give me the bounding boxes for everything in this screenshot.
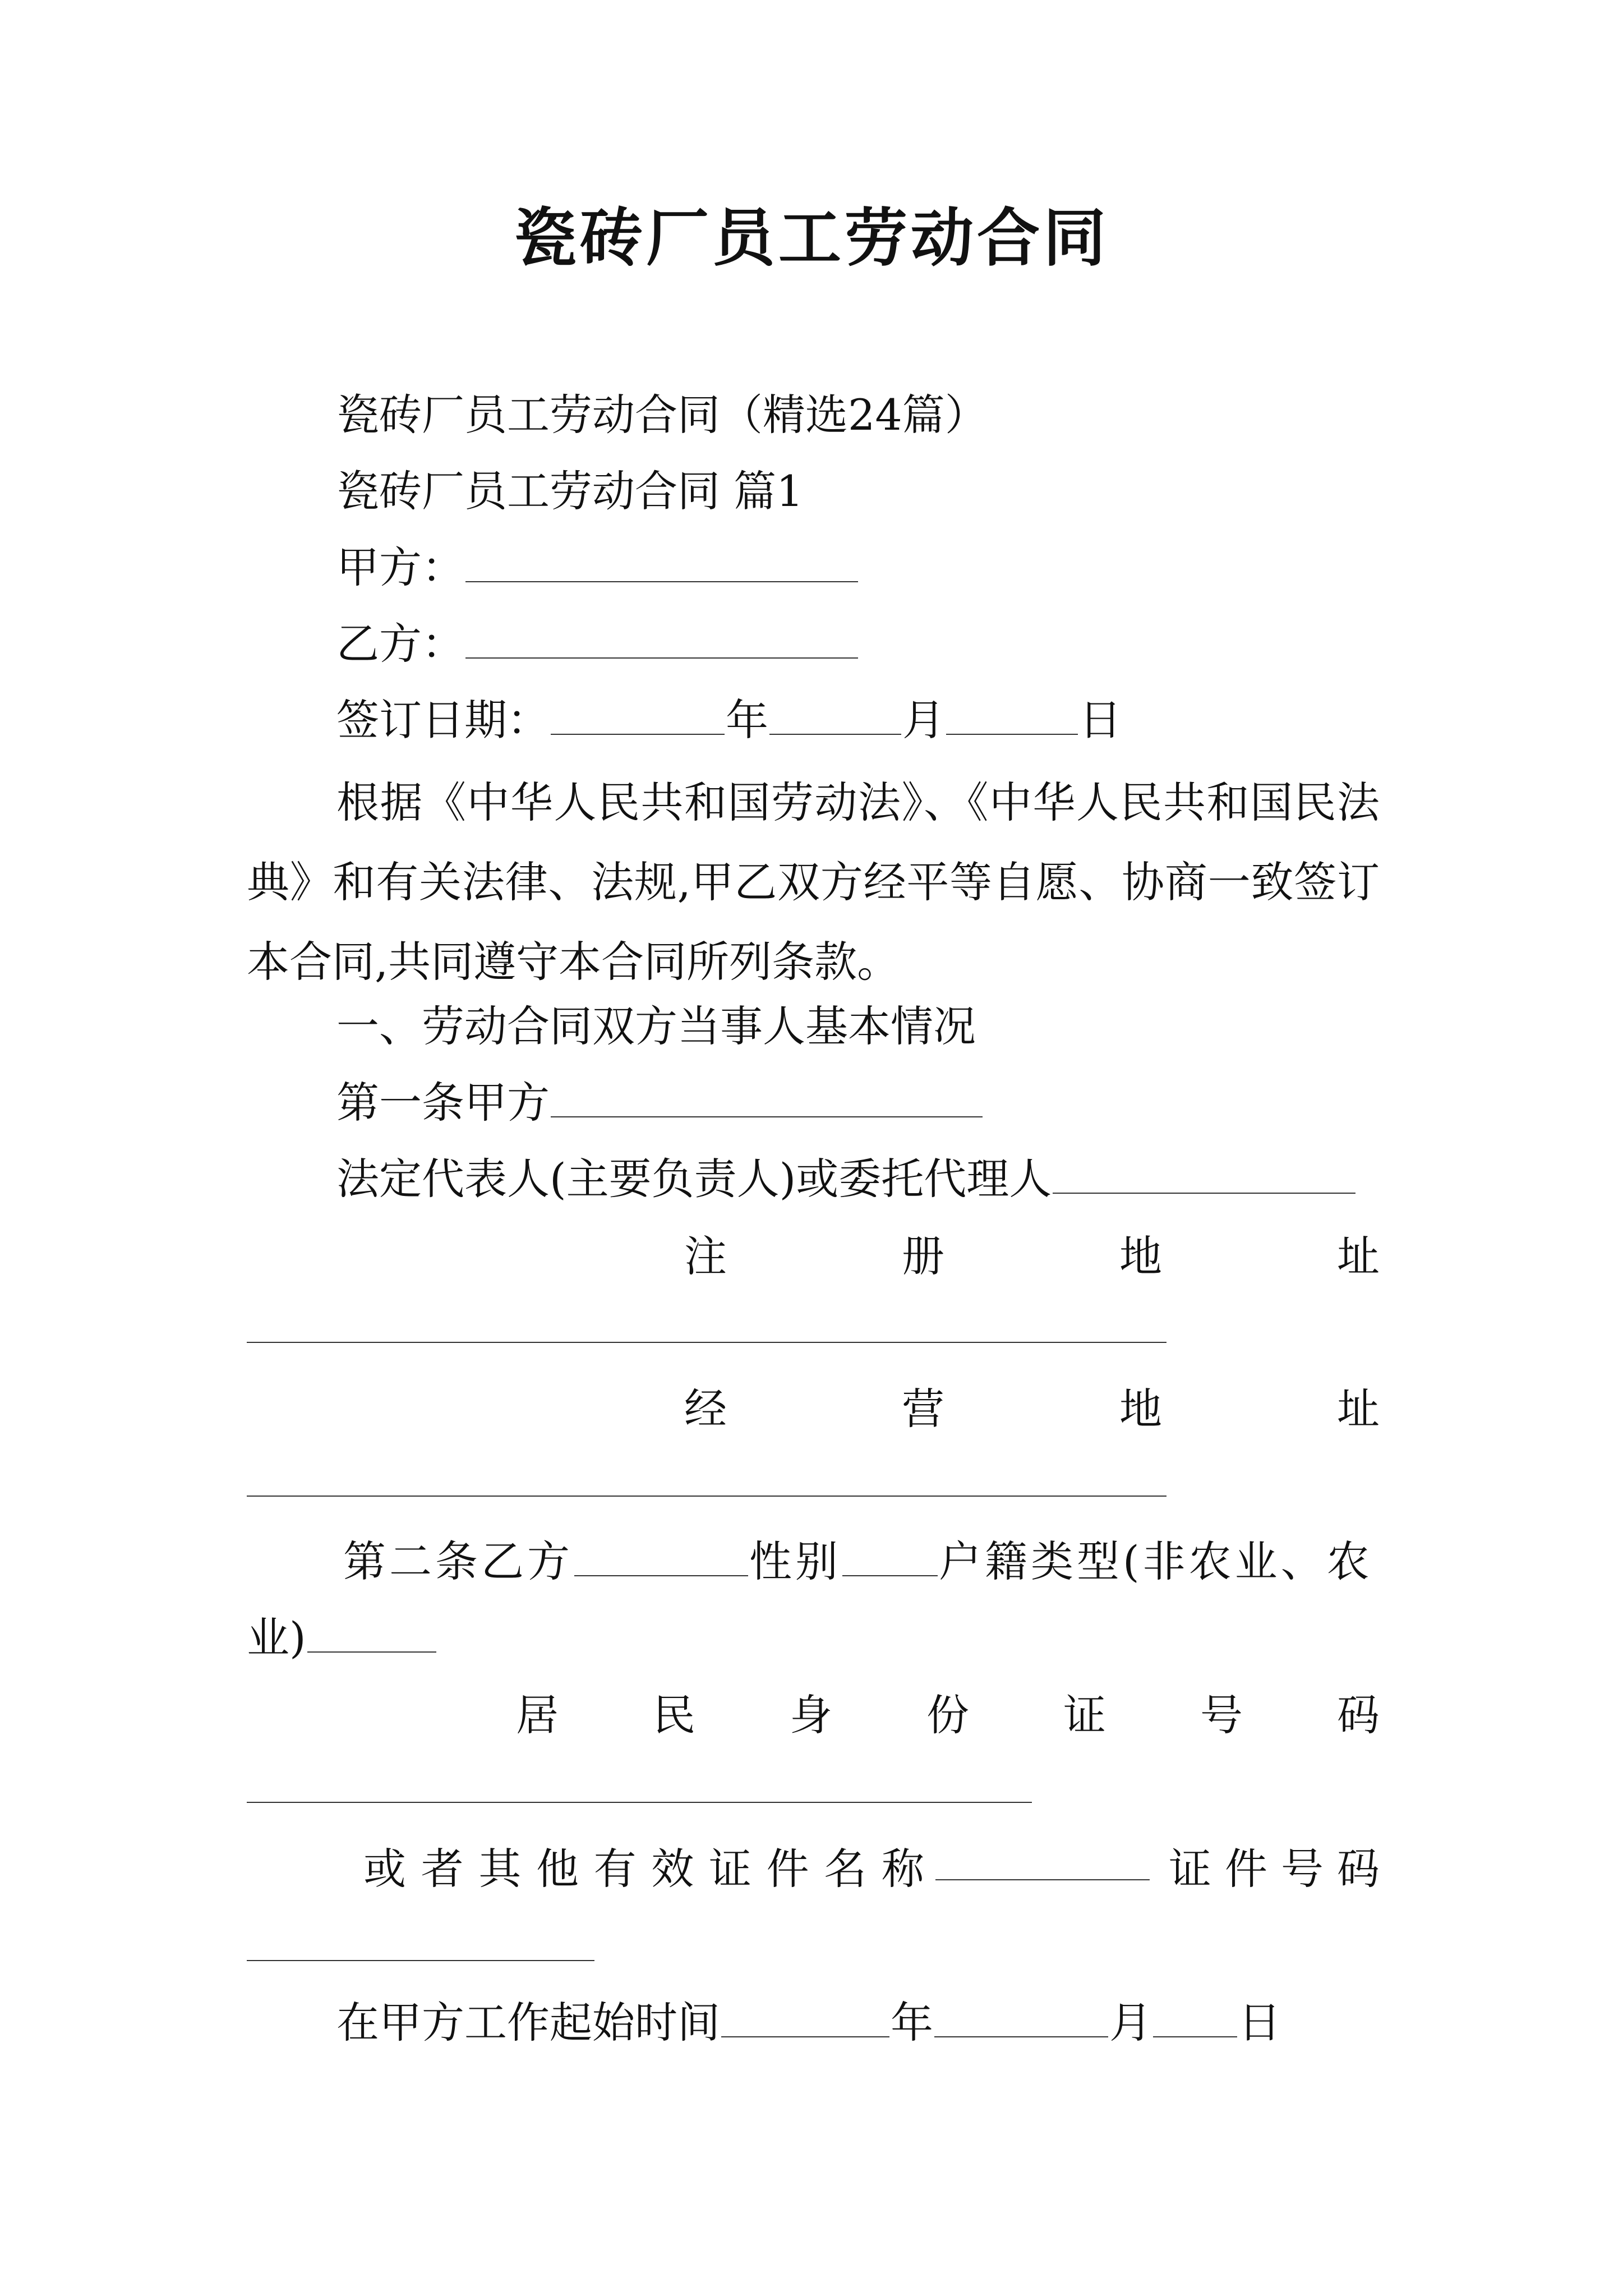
other-id-char: 或 [363, 1844, 406, 1894]
huji-line-end [247, 1610, 437, 1666]
start-year-blank [721, 2001, 889, 2037]
article-1-line [336, 1075, 984, 1131]
legal-rep-blank [1053, 1158, 1355, 1194]
other-id-char: 者 [421, 1844, 464, 1894]
other-id-char: 名 [824, 1844, 867, 1894]
id-number-char: 居 [516, 1690, 559, 1740]
other-id-char: 称 [881, 1844, 924, 1894]
start-year-label: 年 [891, 1998, 933, 2047]
gender-blank [842, 1540, 938, 1576]
other-id-number-blank [247, 1960, 594, 1961]
start-month-label: 月 [1109, 1998, 1152, 2047]
party-a-line [336, 540, 859, 596]
other-id-char: 件 [766, 1844, 809, 1894]
article-2-label: 第二条乙方 [343, 1536, 573, 1586]
other-id-char: 效 [651, 1844, 694, 1894]
huji-label: 户籍类型(非农业、农 [939, 1536, 1373, 1586]
other-id-label [363, 1841, 924, 1897]
gender-label: 性别 [749, 1536, 841, 1586]
id-number-char: 证 [1063, 1690, 1106, 1740]
other-id-no-char: 证 [1169, 1844, 1211, 1894]
sign-date-label: 签订日期： [336, 695, 550, 745]
party-b-blank [465, 623, 858, 659]
id-number-char: 份 [926, 1690, 969, 1740]
biz-address-char: 地 [1119, 1384, 1162, 1434]
biz-address-char: 经 [684, 1384, 727, 1434]
biz-address-char: 营 [902, 1384, 944, 1434]
biz-address-char: 址 [1337, 1384, 1380, 1434]
huji-blank [307, 1617, 436, 1653]
other-id-name-blank [935, 1879, 1150, 1880]
other-id-no-char: 号 [1281, 1844, 1324, 1894]
other-id-no-char: 件 [1225, 1844, 1267, 1894]
registered-address-blank [247, 1342, 1166, 1343]
article-1-label: 第一条甲方 [336, 1078, 550, 1128]
other-id-char: 他 [536, 1844, 579, 1894]
article-2-line [343, 1534, 1373, 1590]
other-id-char: 有 [593, 1844, 637, 1894]
reg-address-char: 地 [1119, 1231, 1162, 1281]
start-day-label: 日 [1238, 1998, 1281, 2047]
id-number-char: 号 [1200, 1690, 1243, 1740]
start-month-blank [934, 2001, 1108, 2037]
reg-address-char: 址 [1337, 1231, 1380, 1281]
party-a-blank [465, 546, 858, 582]
id-number-blank [247, 1802, 1032, 1803]
sign-month-blank [769, 699, 901, 735]
reg-address-char: 注 [684, 1231, 727, 1281]
other-id-char: 其 [478, 1844, 522, 1894]
document-title: 瓷砖厂员工劳动合同 [514, 201, 1109, 275]
other-id-number-label [1169, 1841, 1380, 1897]
huji-end-label: 业) [247, 1613, 306, 1663]
start-time-line [336, 1995, 1281, 2051]
start-day-blank [1153, 2001, 1237, 2037]
sign-day-blank [946, 699, 1078, 735]
party-b-label: 乙方： [336, 619, 464, 669]
business-address-label [684, 1381, 1380, 1437]
id-number-char: 身 [790, 1690, 832, 1740]
sign-day-label: 日 [1079, 695, 1122, 745]
legal-rep-label: 法定代表人(主要负责人)或委托代理人 [336, 1154, 1052, 1204]
sign-month-label: 月 [902, 695, 945, 745]
registered-address-label [684, 1228, 1380, 1285]
sign-year-blank [551, 699, 725, 735]
chapter-heading: 瓷砖厂员工劳动合同 篇1 [336, 466, 804, 516]
other-id-no-char: 码 [1337, 1844, 1380, 1894]
legal-rep-line [336, 1151, 1357, 1207]
id-number-label [516, 1687, 1380, 1743]
sign-date-line [336, 692, 1122, 748]
start-time-label: 在甲方工作起始时间 [336, 1998, 720, 2047]
article-2-name-blank [574, 1540, 748, 1576]
intro-paragraph: 根据《中华人民共和国劳动法》、《中华人民共和国民法典》和有关法律、法规,甲乙双方经平等自愿、协商一致签订本合同,共同遵守本合同所列条款。 [247, 777, 1380, 987]
id-number-char: 码 [1337, 1690, 1380, 1740]
sign-year-label: 年 [726, 695, 768, 745]
id-number-char: 民 [653, 1690, 695, 1740]
article-1-blank [551, 1082, 983, 1117]
section-1-heading: 一、劳动合同双方当事人基本情况 [336, 1001, 976, 1051]
reg-address-char: 册 [902, 1231, 944, 1281]
subtitle: 瓷砖厂员工劳动合同（精选24篇） [336, 390, 988, 440]
party-a-label: 甲方： [336, 542, 464, 592]
party-b-line [336, 616, 859, 672]
other-id-char: 证 [708, 1844, 751, 1894]
business-address-blank [247, 1496, 1166, 1497]
